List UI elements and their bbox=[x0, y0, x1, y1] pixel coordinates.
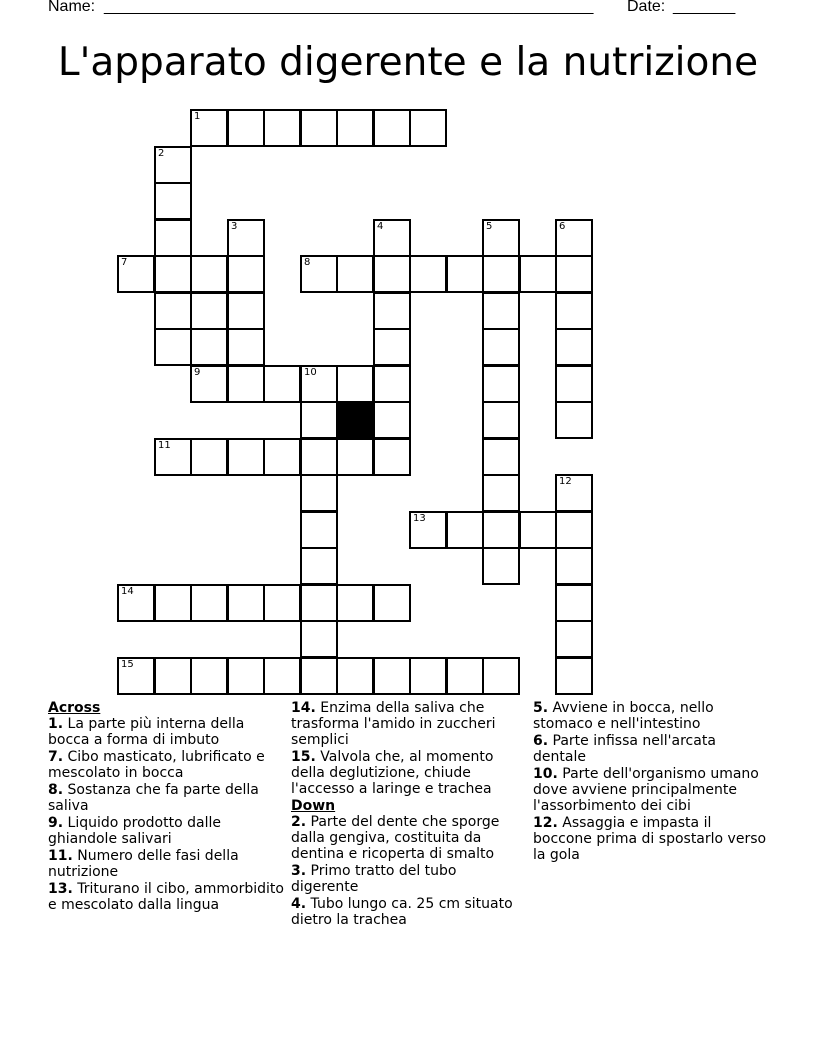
cell-number: 6 bbox=[559, 221, 566, 232]
date-field[interactable]: _______ bbox=[673, 0, 736, 15]
grid-cell[interactable] bbox=[409, 255, 447, 293]
grid-cell[interactable] bbox=[300, 547, 338, 585]
clue-across-1: 1. La parte più interna della bocca a forma di imbuto bbox=[48, 716, 245, 748]
grid-cell[interactable] bbox=[227, 255, 265, 293]
cell-number: 14 bbox=[121, 586, 134, 597]
grid-cell[interactable] bbox=[263, 438, 301, 476]
grid-cell[interactable] bbox=[300, 584, 338, 622]
grid-cell[interactable] bbox=[117, 584, 155, 622]
grid-cell[interactable] bbox=[555, 584, 593, 622]
grid-cell[interactable] bbox=[227, 365, 265, 403]
grid-cell[interactable] bbox=[263, 365, 301, 403]
grid-cell[interactable] bbox=[336, 365, 374, 403]
across-heading: Across bbox=[48, 700, 101, 716]
grid-cell[interactable] bbox=[154, 584, 192, 622]
grid-cell[interactable] bbox=[482, 401, 520, 439]
grid-cell[interactable] bbox=[446, 657, 484, 695]
grid-cell[interactable] bbox=[555, 255, 593, 293]
date-label: Date: bbox=[627, 0, 666, 15]
cell-number: 5 bbox=[486, 221, 493, 232]
grid-cell[interactable] bbox=[300, 401, 338, 439]
clues-column-3 bbox=[533, 700, 769, 864]
grid-cell[interactable] bbox=[373, 657, 411, 695]
grid-cell[interactable] bbox=[300, 620, 338, 658]
grid-cell[interactable] bbox=[519, 255, 557, 293]
grid-cell[interactable] bbox=[446, 511, 484, 549]
cell-number: 10 bbox=[304, 367, 317, 378]
grid-cell[interactable] bbox=[482, 292, 520, 330]
name-label: Name: bbox=[48, 0, 96, 15]
clue-across-8: 8. Sostanza che fa parte della saliva bbox=[48, 782, 259, 814]
grid-cell[interactable] bbox=[373, 365, 411, 403]
grid-cell[interactable] bbox=[227, 438, 265, 476]
page-title: L'apparato digerente e la nutrizione bbox=[57, 40, 759, 85]
grid-cell[interactable] bbox=[117, 255, 155, 293]
clue-down-2: 2. Parte del dente che sporge dalla gengiva, costituita da dentina e ricoperta di smalto bbox=[291, 814, 500, 862]
clue-down-3: 3. Primo tratto del tubo digerente bbox=[291, 863, 457, 895]
grid-cell[interactable] bbox=[190, 328, 228, 366]
grid-cell[interactable] bbox=[373, 219, 411, 257]
grid-cell[interactable] bbox=[227, 109, 265, 147]
grid-cell[interactable] bbox=[190, 109, 228, 147]
grid-cell[interactable] bbox=[227, 219, 265, 257]
grid-cell[interactable] bbox=[190, 438, 228, 476]
cell-number: 11 bbox=[158, 440, 171, 451]
grid-cell[interactable] bbox=[336, 255, 374, 293]
grid-cell[interactable] bbox=[263, 657, 301, 695]
grid-cell[interactable] bbox=[555, 547, 593, 585]
grid-cell[interactable] bbox=[555, 620, 593, 658]
grid-cell[interactable] bbox=[300, 255, 338, 293]
grid-cell[interactable] bbox=[336, 109, 374, 147]
cell-number: 8 bbox=[304, 257, 311, 268]
clue-across-13: 13. Triturano il cibo, ammorbidito e mescolato dalla lingua bbox=[48, 881, 284, 913]
grid-cell[interactable] bbox=[154, 438, 192, 476]
grid-cell[interactable] bbox=[154, 292, 192, 330]
cell-number: 15 bbox=[121, 659, 134, 670]
clue-across-7: 7. Cibo masticato, lubrificato e mescolato in bocca bbox=[48, 749, 265, 781]
grid-cell[interactable] bbox=[409, 511, 447, 549]
grid-cell[interactable] bbox=[373, 292, 411, 330]
cell-number: 1 bbox=[194, 111, 201, 122]
grid-cell[interactable] bbox=[373, 438, 411, 476]
cell-number: 13 bbox=[413, 513, 426, 524]
grid-cell[interactable] bbox=[555, 511, 593, 549]
grid-cell[interactable] bbox=[373, 255, 411, 293]
grid-cell[interactable] bbox=[300, 474, 338, 512]
name-field[interactable]: _______________________________________________________ bbox=[104, 0, 594, 15]
clue-across-9: 9. Liquido prodotto dalle ghiandole salivari bbox=[48, 815, 221, 847]
grid-cell[interactable] bbox=[154, 255, 192, 293]
grid-cell[interactable] bbox=[555, 292, 593, 330]
grid-cell[interactable] bbox=[300, 657, 338, 695]
grid-cell[interactable] bbox=[154, 657, 192, 695]
grid-cell[interactable] bbox=[227, 328, 265, 366]
grid-cell[interactable] bbox=[482, 474, 520, 512]
grid-cell[interactable] bbox=[555, 328, 593, 366]
clue-down-4: 4. Tubo lungo ca. 25 cm situato dietro la trachea bbox=[291, 896, 513, 928]
grid-cell[interactable] bbox=[154, 182, 192, 220]
grid-cell[interactable] bbox=[555, 401, 593, 439]
grid-cell[interactable] bbox=[263, 109, 301, 147]
clues-column-2 bbox=[291, 700, 523, 929]
grid-cell[interactable] bbox=[154, 328, 192, 366]
clue-down-5: 5. Avviene in bocca, nello stomaco e nell'intestino bbox=[533, 700, 714, 732]
grid-cell[interactable] bbox=[154, 146, 192, 184]
grid-cell[interactable] bbox=[227, 292, 265, 330]
grid-cell[interactable] bbox=[373, 109, 411, 147]
grid-cell[interactable] bbox=[300, 438, 338, 476]
grid-cell[interactable] bbox=[227, 657, 265, 695]
grid-cell[interactable] bbox=[555, 474, 593, 512]
cell-number: 12 bbox=[559, 476, 572, 487]
grid-cell[interactable] bbox=[373, 584, 411, 622]
cell-number: 3 bbox=[231, 221, 238, 232]
grid-cell[interactable] bbox=[519, 511, 557, 549]
grid-cell[interactable] bbox=[300, 511, 338, 549]
grid-cell[interactable] bbox=[336, 657, 374, 695]
grid-cell[interactable] bbox=[555, 365, 593, 403]
clue-down-10: 10. Parte dell'organismo umano dove avviene principalmente l'assorbimento dei cibi bbox=[533, 766, 759, 814]
grid-cell[interactable] bbox=[300, 365, 338, 403]
grid-cell[interactable] bbox=[409, 657, 447, 695]
grid-cell[interactable] bbox=[190, 657, 228, 695]
grid-cell[interactable] bbox=[336, 438, 374, 476]
grid-cell[interactable] bbox=[446, 255, 484, 293]
clue-down-6: 6. Parte infissa nell'arcata dentale bbox=[533, 733, 716, 765]
grid-cell[interactable] bbox=[482, 511, 520, 549]
grid-cell[interactable] bbox=[190, 292, 228, 330]
grid-cell[interactable] bbox=[117, 657, 155, 695]
grid-cell[interactable] bbox=[373, 328, 411, 366]
grid-cell[interactable] bbox=[263, 584, 301, 622]
grid-cell[interactable] bbox=[555, 657, 593, 695]
grid-cell[interactable] bbox=[482, 328, 520, 366]
black-cell bbox=[336, 401, 374, 439]
clues-column-1 bbox=[48, 700, 284, 914]
grid-cell[interactable] bbox=[482, 657, 520, 695]
grid-cell[interactable] bbox=[555, 219, 593, 257]
down-heading: Down bbox=[291, 798, 336, 814]
cell-number: 2 bbox=[158, 148, 165, 159]
grid-cell[interactable] bbox=[409, 109, 447, 147]
cell-number: 4 bbox=[377, 221, 384, 232]
grid-cell[interactable] bbox=[190, 365, 228, 403]
clue-down-12: 12. Assaggia e impasta il boccone prima di spostarlo verso la gola bbox=[533, 815, 767, 863]
grid-cell[interactable] bbox=[300, 109, 338, 147]
grid-cell[interactable] bbox=[482, 219, 520, 257]
grid-cell[interactable] bbox=[482, 365, 520, 403]
grid-cell[interactable] bbox=[482, 438, 520, 476]
grid-cell[interactable] bbox=[373, 401, 411, 439]
grid-cell[interactable] bbox=[336, 584, 374, 622]
cell-number: 9 bbox=[194, 367, 201, 378]
cell-number: 7 bbox=[121, 257, 128, 268]
grid-cell[interactable] bbox=[154, 219, 192, 257]
grid-cell[interactable] bbox=[482, 255, 520, 293]
grid-cell[interactable] bbox=[227, 584, 265, 622]
clue-across-11: 11. Numero delle fasi della nutrizione bbox=[48, 848, 239, 880]
grid-cell[interactable] bbox=[190, 255, 228, 293]
clue-across-15: 15. Valvola che, al momento della deglutizione, chiude l'accesso a laringe e trachea bbox=[291, 749, 494, 797]
grid-cell[interactable] bbox=[190, 584, 228, 622]
grid-cell[interactable] bbox=[482, 547, 520, 585]
clue-across-14: 14. Enzima della saliva che trasforma l'amido in zuccheri semplici bbox=[291, 700, 496, 748]
